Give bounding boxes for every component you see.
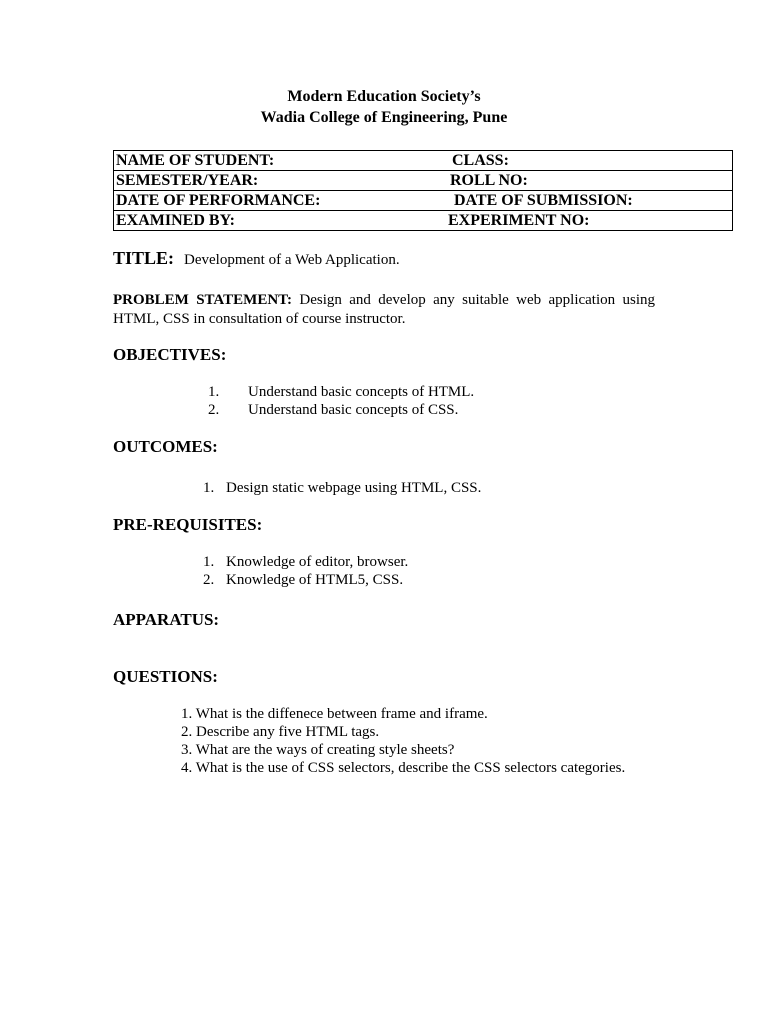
list-item — [208, 383, 474, 401]
list-item: 3. What are the ways of creating style sheets? — [181, 742, 455, 758]
list-item: 2. Describe any five HTML tags. — [181, 724, 380, 740]
student-info-table — [113, 150, 733, 231]
apparatus-heading: APPARATUS: — [113, 610, 220, 629]
problem-statement-text: Design and develop any suitable web application using HTML, CSS in consultation of course instructor. — [113, 292, 655, 327]
list-text: Design static webpage using HTML, CSS. — [226, 480, 482, 496]
list-item: 4. What is the use of CSS selectors, describe the CSS selectors categories. — [181, 760, 626, 776]
title-label: TITLE: — [113, 248, 175, 268]
list-text: Knowledge of HTML5, CSS. — [226, 572, 404, 588]
list-item — [203, 571, 408, 589]
questions-heading: QUESTIONS: — [113, 667, 218, 686]
list-item — [203, 479, 481, 497]
roll-no-cell: ROLL NO: — [448, 171, 733, 191]
list-number: 1. — [208, 384, 220, 400]
prerequisites-list — [203, 553, 408, 589]
objectives-heading: OBJECTIVES: — [113, 345, 227, 364]
date-of-submission-cell: DATE OF SUBMISSION: — [448, 191, 733, 211]
list-item: 1. What is the diffenece between frame and iframe. — [181, 706, 488, 722]
college-name: Wadia College of Engineering, Pune — [260, 109, 508, 126]
list-number: 2. — [208, 402, 220, 418]
list-number: 1. — [203, 480, 215, 496]
list-number: 2. — [203, 572, 215, 588]
list-text: Understand basic concepts of CSS. — [248, 402, 459, 418]
title-line — [113, 248, 400, 269]
table-row — [114, 151, 733, 171]
table-row — [114, 211, 733, 231]
list-text: Knowledge of editor, browser. — [226, 554, 409, 570]
title-text: Development of a Web Application. — [184, 252, 400, 268]
institution-name: Modern Education Society’s — [287, 88, 481, 105]
table-row — [114, 171, 733, 191]
list-text: Understand basic concepts of HTML. — [248, 384, 475, 400]
list-item — [203, 553, 408, 571]
list-item — [208, 401, 474, 419]
outcomes-heading: OUTCOMES: — [113, 437, 218, 456]
experiment-no-cell: EXPERIMENT NO: — [448, 211, 733, 231]
date-of-performance-cell: DATE OF PERFORMANCE: — [114, 191, 449, 211]
semester-year-cell: SEMESTER/YEAR: — [114, 171, 449, 191]
prerequisites-heading: PRE-REQUISITES: — [113, 515, 263, 534]
list-number: 1. — [203, 554, 215, 570]
objectives-list — [208, 383, 474, 419]
problem-statement — [113, 291, 655, 329]
problem-statement-label: PROBLEM STATEMENT: — [113, 292, 293, 308]
questions-list — [181, 705, 625, 777]
name-of-student-cell: NAME OF STUDENT: — [114, 151, 449, 171]
table-row — [114, 191, 733, 211]
outcomes-list — [203, 479, 481, 497]
class-cell: CLASS: — [448, 151, 733, 171]
examined-by-cell: EXAMINED BY: — [114, 211, 449, 231]
